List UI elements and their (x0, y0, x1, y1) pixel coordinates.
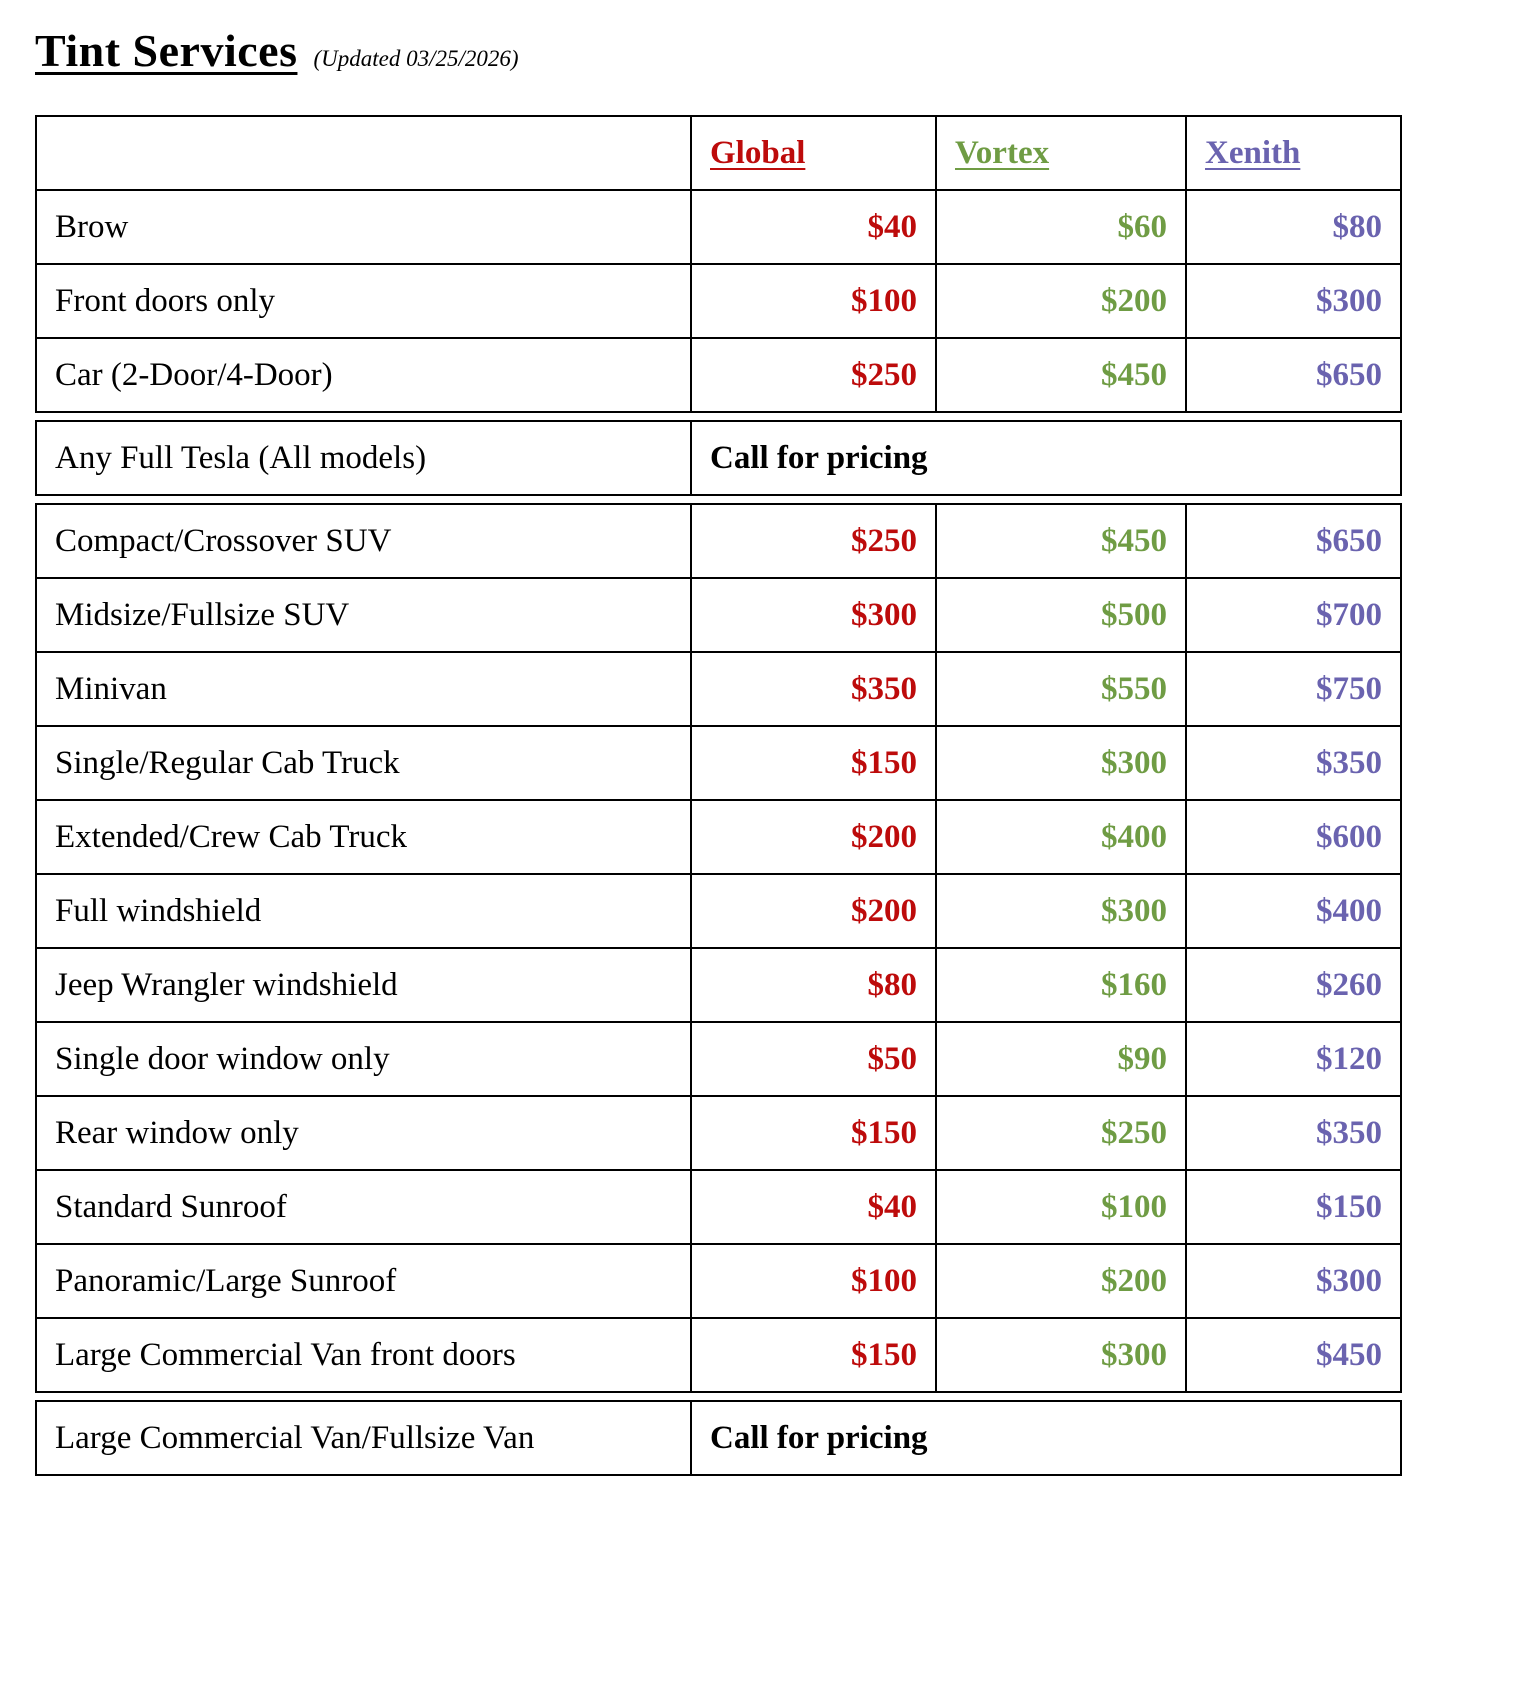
price-global: $150 (691, 726, 936, 800)
price-global: $250 (691, 338, 936, 412)
page-title: Tint Services (35, 25, 298, 76)
table-row (36, 504, 1401, 578)
price-global: $250 (691, 504, 936, 578)
table-row (36, 1170, 1401, 1244)
price-xenith: $260 (1186, 948, 1401, 1022)
price-global: $350 (691, 652, 936, 726)
table-row (36, 948, 1401, 1022)
price-xenith: $700 (1186, 578, 1401, 652)
service-label: Minivan (36, 652, 691, 726)
service-label: Rear window only (36, 1096, 691, 1170)
price-vortex: $160 (936, 948, 1186, 1022)
service-label: Full windshield (36, 874, 691, 948)
service-label: Jeep Wrangler windshield (36, 948, 691, 1022)
table-row (36, 800, 1401, 874)
price-vortex: $100 (936, 1170, 1186, 1244)
price-xenith: $150 (1186, 1170, 1401, 1244)
service-label: Single door window only (36, 1022, 691, 1096)
price-xenith: $350 (1186, 1096, 1401, 1170)
pricing-table-main (35, 503, 1402, 1393)
price-xenith: $350 (1186, 726, 1401, 800)
table-row (36, 338, 1401, 412)
service-label: Large Commercial Van front doors (36, 1318, 691, 1392)
price-xenith: $120 (1186, 1022, 1401, 1096)
price-vortex: $200 (936, 264, 1186, 338)
price-global: $100 (691, 264, 936, 338)
pricing-table-top (35, 115, 1402, 413)
header-row (36, 116, 1401, 190)
price-global: $40 (691, 1170, 936, 1244)
service-label: Single/Regular Cab Truck (36, 726, 691, 800)
service-label: Front doors only (36, 264, 691, 338)
price-vortex: $400 (936, 800, 1186, 874)
call-for-pricing-note: Call for pricing (691, 1401, 1401, 1475)
title-line (35, 24, 1502, 77)
table-row (36, 421, 1401, 495)
price-global: $150 (691, 1318, 936, 1392)
price-vortex: $200 (936, 1244, 1186, 1318)
price-xenith: $650 (1186, 338, 1401, 412)
column-header-global: Global (691, 116, 936, 190)
price-xenith: $600 (1186, 800, 1401, 874)
service-label: Panoramic/Large Sunroof (36, 1244, 691, 1318)
service-label: Any Full Tesla (All models) (36, 421, 691, 495)
service-label: Brow (36, 190, 691, 264)
table-row (36, 1401, 1401, 1475)
price-vortex: $90 (936, 1022, 1186, 1096)
price-xenith: $650 (1186, 504, 1401, 578)
price-global: $100 (691, 1244, 936, 1318)
service-label: Car (2-Door/4-Door) (36, 338, 691, 412)
price-xenith: $750 (1186, 652, 1401, 726)
price-global: $80 (691, 948, 936, 1022)
table-row (36, 1318, 1401, 1392)
table-row (36, 190, 1401, 264)
price-vortex: $500 (936, 578, 1186, 652)
service-label: Standard Sunroof (36, 1170, 691, 1244)
price-global: $200 (691, 874, 936, 948)
price-xenith: $450 (1186, 1318, 1401, 1392)
price-vortex: $450 (936, 338, 1186, 412)
table-row (36, 1096, 1401, 1170)
call-for-pricing-note: Call for pricing (691, 421, 1401, 495)
price-xenith: $300 (1186, 264, 1401, 338)
table-row (36, 726, 1401, 800)
price-xenith: $80 (1186, 190, 1401, 264)
service-label: Midsize/Fullsize SUV (36, 578, 691, 652)
updated-date: (Updated 03/25/2026) (313, 46, 519, 71)
table-row (36, 1022, 1401, 1096)
table-row (36, 1244, 1401, 1318)
service-label: Extended/Crew Cab Truck (36, 800, 691, 874)
price-vortex: $550 (936, 652, 1186, 726)
pricing-table-tesla (35, 420, 1402, 496)
price-global: $40 (691, 190, 936, 264)
price-vortex: $60 (936, 190, 1186, 264)
table-row (36, 578, 1401, 652)
service-label: Compact/Crossover SUV (36, 504, 691, 578)
pricing-table-van (35, 1400, 1402, 1476)
price-global: $50 (691, 1022, 936, 1096)
price-vortex: $250 (936, 1096, 1186, 1170)
price-vortex: $300 (936, 726, 1186, 800)
table-row (36, 652, 1401, 726)
price-vortex: $300 (936, 1318, 1186, 1392)
table-row (36, 264, 1401, 338)
price-vortex: $300 (936, 874, 1186, 948)
price-xenith: $400 (1186, 874, 1401, 948)
price-global: $150 (691, 1096, 936, 1170)
column-header-xenith: Xenith (1186, 116, 1401, 190)
table-row (36, 874, 1401, 948)
service-label: Large Commercial Van/Fullsize Van (36, 1401, 691, 1475)
column-header-vortex: Vortex (936, 116, 1186, 190)
price-global: $200 (691, 800, 936, 874)
header-empty-cell (36, 116, 691, 190)
price-xenith: $300 (1186, 1244, 1401, 1318)
price-vortex: $450 (936, 504, 1186, 578)
price-global: $300 (691, 578, 936, 652)
